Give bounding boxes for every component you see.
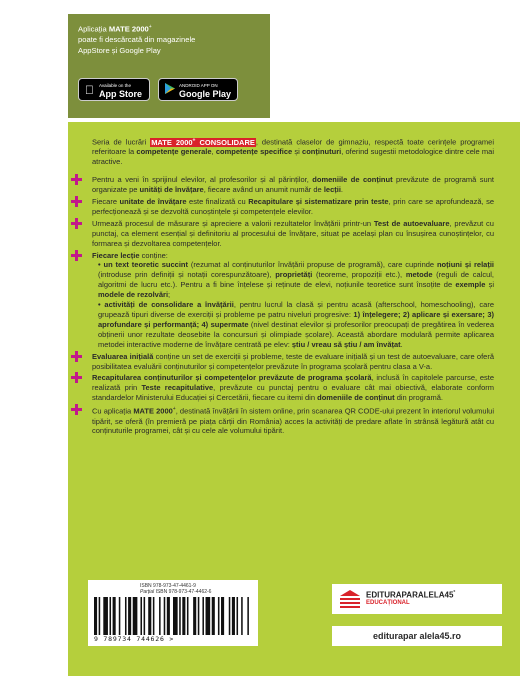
list-item: Pentru a veni în sprijinul elevilor, al profesorilor și al părinților, domeniile de conținut prevăzute de programă sunt organizate pe unități de învățare, fiecare având un anumit număr de lecții. (92, 175, 494, 195)
app-brand: MATE 2000 (108, 24, 149, 34)
plus-icon (71, 174, 82, 185)
plus-icon (71, 351, 82, 362)
barcode (94, 597, 252, 635)
apple-icon (83, 83, 96, 97)
publisher-logo (332, 584, 502, 614)
app-promo-text (78, 22, 195, 56)
plus-icon (71, 250, 82, 261)
publisher-division: EDUCAȚIONAL (366, 600, 410, 606)
google-play-label: Google Play (179, 88, 232, 99)
list-item: Urmează procesul de măsurare și apreciere a valorii rezultatelor învățării printr-un Test de autoevaluare, prevăzut cu punctaj, ca element esențial și definitoriu al procesului de învățare, situat pe același plan cu însușirea cunoștințelor, cu formarea și dezvoltarea competențelor. (92, 219, 494, 249)
list-item: Cu aplicația MATE 2000+, destinată învățării în sistem online, prin scanarea QR CODE-ului prezent în interiorul volumului tipărit, se oferă (în premieră pe piața cărții din România) acces la activități de predare aflate în strânsă legătură atât cu conținuturile programei, cât și cu cele ale volumului tipărit. (92, 405, 494, 436)
intro-paragraph: Seria de lucrări MATE 2000+ CONSOLIDARE, destinată claselor de gimnaziu, respectă toate cerințele programei referitoare la competențe generale, competențe specifice și conținuturi, oferind sugestii metodologice dintre cele mai atractive. (92, 137, 495, 167)
app-promo-line3: AppStore și Google Play (78, 45, 161, 55)
barcode-box (88, 580, 258, 646)
series-title-highlight: MATE 2000+ CONSOLIDARE (151, 137, 255, 147)
google-play-button[interactable] (158, 78, 238, 101)
app-promo-line2: poate fi descărcată din magazinele (78, 35, 196, 45)
plus-icon (71, 218, 82, 229)
website-link[interactable]: editurapar alela45.ro (372, 631, 462, 641)
list-item: Fiecare lecție conține: • un text teoretic succint (rezumat al conținuturilor învățării propuse de programă), care cuprinde noțiuni și relații (introduse prin definiții și notații corespunzătoare), proprietăți (teoreme, propoziții etc.), metode (reguli de calcul, algoritmi de lucru etc.). Pentru a fi bine înțelese și reținute de elevi, noțiunile teoretice sunt însoțite de exemple și modele de rezolvări; • activități de consolidare a învățării, pentru lucrul la clasă și pentru acasă (afterschool, homeschooling), care grupează tipuri diverse de exerciții și probleme pe patru niveluri progresive: 1) înțelegere; 2) aplicare și exersare; 3) aprofundare și performanță; 4) supermate (nivel destinat elevilor și profesorilor preocupați de pregătirea în vederea obținerii unor rezultate deosebite la concursuri și olimpiade școlare). Această abordare modulară permite aplicarea metodei interactive moderne de învățare centrată pe elev: știu / vreau să știu / am învățat. (92, 251, 494, 350)
app-store-label: App Store (99, 88, 143, 99)
description-text (92, 136, 494, 438)
isbn-partial: ISBN 978-973-47-4462-6 (155, 589, 212, 595)
list-item: Fiecare unitate de învățare este finalizată cu Recapitulare și sistematizare prin teste, prin care se aprofundează, se perfecționează și se dezvoltă cunoștințele și competențele elevilor. (92, 197, 494, 217)
google-play-small-label: ANDROID APP ON (179, 82, 218, 88)
list-item: Recapitularea conținuturilor și competențelor prevăzute de programa școlară, inclusă în capitolele parcurse, este realizată prin Teste recapitulative, prevăzute cu punctaj pentru o evaluare cât mai obiectivă, elaborate conform standardelor Ministerului Educației și Cercetării, fiecare cu itemi din domeniile de conținut din programă. (92, 373, 494, 403)
website-box (332, 626, 502, 646)
plus-icon (71, 196, 82, 207)
app-promo-box (68, 14, 270, 118)
app-store-button[interactable] (78, 78, 150, 101)
barcode-digits: 9 789734 744626 > (94, 635, 175, 643)
list-item: Evaluarea inițială conține un set de exerciții și probleme, teste de evaluare inițială și un test de autoevaluare, care oferă posibilitatea evaluării conținuturilor și competențelor prevăzute în programa școlară pentru clasa a V-a. (92, 352, 494, 372)
isbn-text (140, 583, 211, 595)
google-play-icon (163, 83, 176, 97)
isbn-main: ISBN 978-973-47-4461-9 (140, 583, 196, 589)
app-brand-sup: + (148, 24, 152, 30)
lesson-activities-subitem: • activități de consolidare a învățării, pentru lucrul la clasă și pentru acasă (afterschool, homeschooling), care grupează tipuri diverse de exerciții și probleme pe patru niveluri progresive: 1) înțelegere; 2) aplicare și exersare; 3) aprofundare și performanță; 4) supermate (nivel destinat elevilor și profesorilor preocupați de pregătirea în vederea obținerii unor rezultate deosebite la concursuri și olimpiade școlare). Această abordare modulară permite aplicarea metodei interactive moderne de învățare centrată pe elev: știu / vreau să știu / am învățat. (98, 300, 495, 349)
publisher-logo-icon (340, 590, 360, 608)
publisher-name: EDITURAPARALELA45° (366, 590, 456, 600)
lesson-theory-subitem: • un text teoretic succint (rezumat al conținuturilor învățării propuse de programă), care cuprinde noțiuni și relații (introduse prin definiții și notații corespunzătoare), proprietăți (teoreme, propoziții etc.), metode (reguli de calcul, algoritmi de lucru etc.). Pentru a fi bine înțelese și reținute de elevi, noțiunile teoretice sunt însoțite de exemple și modele de rezolvări; (98, 260, 494, 300)
isbn-partial-label: Parțial (140, 589, 155, 595)
plus-icon (71, 372, 82, 383)
app-promo-line1: Aplicația (78, 24, 109, 34)
plus-icon (71, 404, 82, 415)
app-store-small-label: Available on the (99, 82, 131, 88)
footer (68, 574, 520, 676)
